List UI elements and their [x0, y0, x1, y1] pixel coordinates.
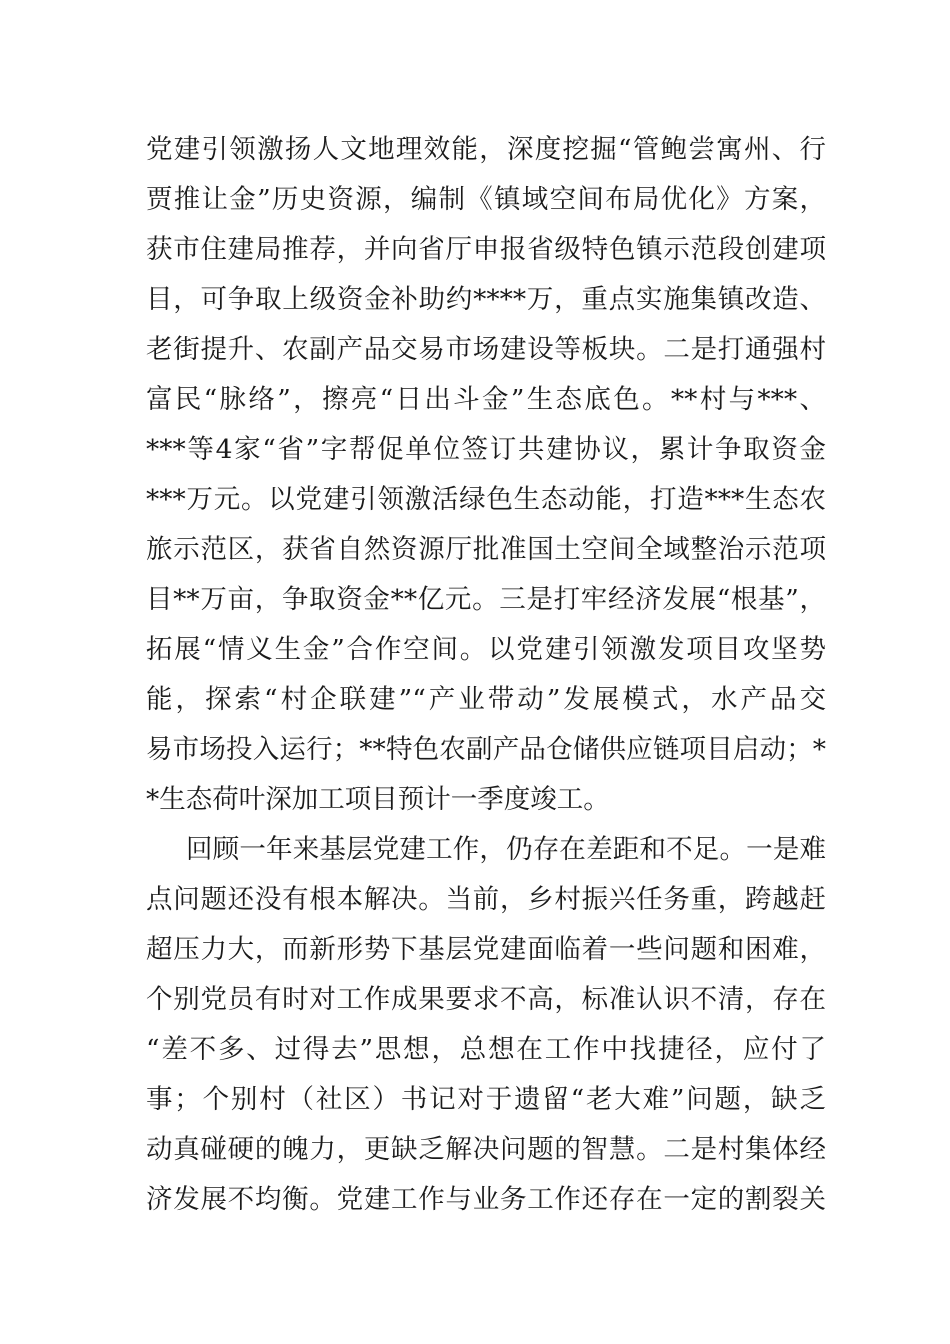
text-line: 目**万亩，争取资金**亿元。三是打牢经济发展“根基”， — [146, 584, 826, 615]
text-line: 回顾一年来基层党建工作，仍存在差距和不足。一是难 — [186, 834, 826, 865]
text-line: 贾推让金”历史资源，编制《镇域空间布局优化》方案， — [146, 184, 826, 215]
text-line: 目，可争取上级资金补助约****万，重点实施集镇改造、 — [146, 284, 826, 315]
text-line: 个别党员有时对工作成果要求不高，标准认识不清，存在 — [146, 984, 826, 1015]
text-line: ***万元。以党建引领激活绿色生态动能，打造***生态农 — [146, 484, 826, 515]
text-line: 富民“脉络”，擦亮“日出斗金”生态底色。**村与***、 — [146, 384, 826, 415]
text-line: 能，探索“村企联建”“产业带动”发展模式，水产品交 — [146, 684, 826, 715]
text-line: 旅示范区，获省自然资源厅批准国土空间全域整治示范项 — [146, 534, 826, 565]
text-line: 拓展“情义生金”合作空间。以党建引领激发项目攻坚势 — [146, 634, 826, 665]
text-line: 获市住建局推荐，并向省厅申报省级特色镇示范段创建项 — [146, 234, 826, 265]
text-line: 济发展不均衡。党建工作与业务工作还存在一定的割裂关 — [146, 1184, 826, 1215]
text-line: “差不多、过得去”思想，总想在工作中找捷径，应付了 — [146, 1034, 826, 1065]
text-line: 事；个别村（社区）书记对于遗留“老大难”问题，缺乏 — [146, 1084, 826, 1115]
text-line: 易市场投入运行；**特色农副产品仓储供应链项目启动；* — [146, 734, 826, 765]
text-line: 党建引领激扬人文地理效能，深度挖掘“管鲍尝寓州、行 — [146, 134, 826, 165]
text-line: 超压力大，而新形势下基层党建面临着一些问题和困难， — [146, 934, 826, 965]
text-line: 老街提升、农副产品交易市场建设等板块。二是打通强村 — [146, 334, 826, 365]
text-line: 点问题还没有根本解决。当前，乡村振兴任务重，跨越赶 — [146, 884, 826, 915]
text-line: *生态荷叶深加工项目预计一季度竣工。 — [146, 784, 610, 815]
text-line: 动真碰硬的魄力，更缺乏解决问题的智慧。二是村集体经 — [146, 1134, 826, 1165]
text-line: ***等4家“省”字帮促单位签订共建协议，累计争取资金 — [146, 434, 826, 465]
